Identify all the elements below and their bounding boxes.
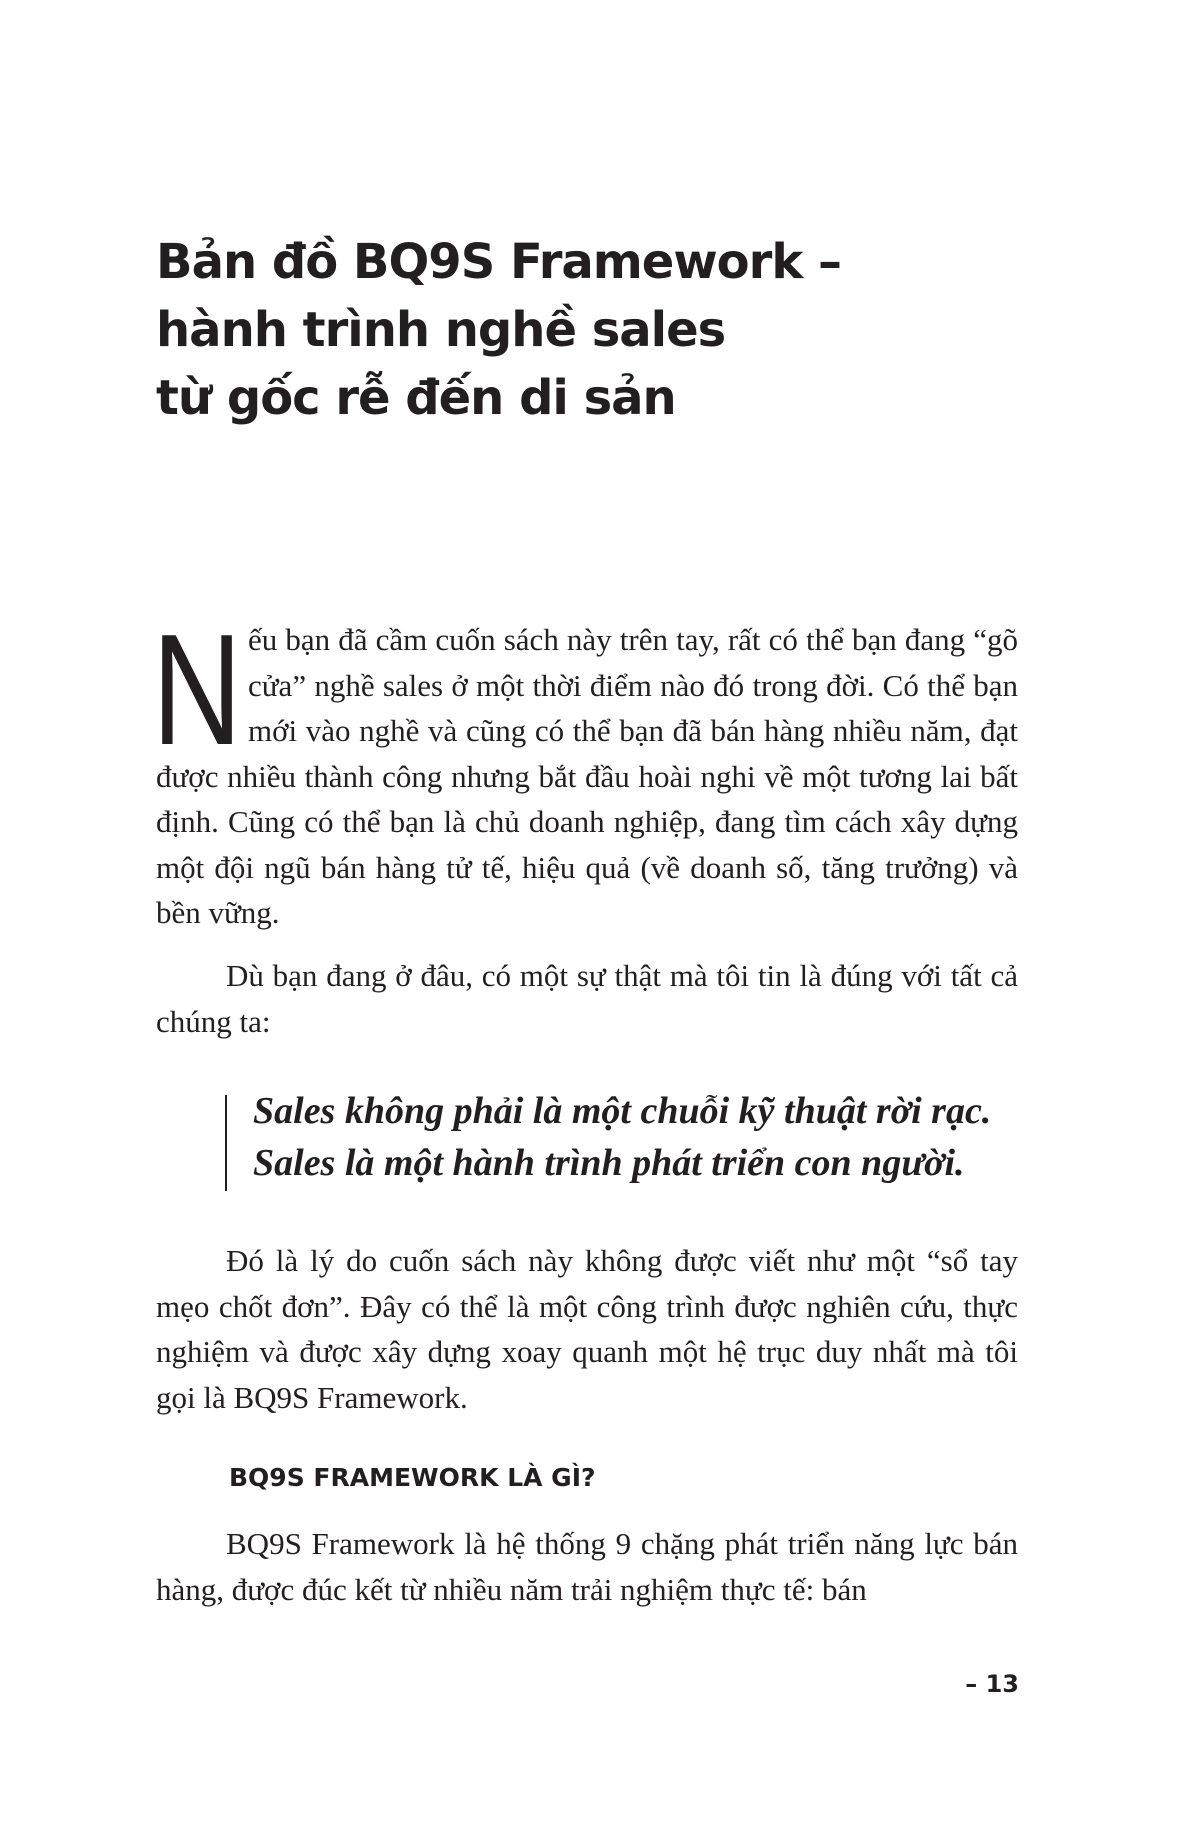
paragraph-reason: Đó là lý do cuốn sách này không được viết như một “sổ tay mẹo chốt đơn”. Đây có thể là một công trình được nghiên cứu, thực nghiệm và được xây dựng xoay quanh một hệ trục duy nhất mà tôi gọi là BQ9S Framework. <box>156 1243 1018 1415</box>
intro-paragraph <box>152 602 1018 936</box>
quote-line: Sales là một hành trình phát triển con người. <box>253 1142 965 1184</box>
page-number: – 13 <box>965 1670 1019 1698</box>
drop-cap-letter: N <box>152 602 242 778</box>
chapter-title-line: Bản đồ BQ9S Framework – <box>156 234 841 290</box>
paragraph-truth: Dù bạn đang ở đâu, có một sự thật mà tôi tin là đúng với tất cả chúng ta: <box>156 958 1018 1039</box>
chapter-title <box>156 228 1056 432</box>
quote-bar <box>225 1095 227 1191</box>
section-heading: BQ9S FRAMEWORK LÀ GÌ? <box>229 1463 596 1492</box>
paragraph-framework: BQ9S Framework là hệ thống 9 chặng phát triển năng lực bán hàng, được đúc kết từ nhiều năm trải nghiệm thực tế: bán <box>156 1526 1018 1607</box>
intro-text: ếu bạn đã cầm cuốn sách này trên tay, rất có thể bạn đang “gõ cửa” nghề sales ở một thời điểm nào đó trong đời. Có thể bạn mới vào nghề và cũng có thể bạn đã bán hàng nhiều năm, đạt được nhiều thành công nhưng bắt đầu hoài nghi về một tương lai bất định. Cũng có thể bạn là chủ doanh nghiệp, đang tìm cách xây dựng một đội ngũ bán hàng tử tế, hiệu quả (về doanh số, tăng trưởng) và bền vững. <box>156 622 1018 930</box>
chapter-title-line: từ gốc rễ đến di sản <box>156 370 676 426</box>
quote-line: Sales không phải là một chuỗi kỹ thuật rời rạc. <box>253 1090 992 1132</box>
drop-cap <box>152 602 242 778</box>
chapter-title-line: hành trình nghề sales <box>156 302 726 358</box>
